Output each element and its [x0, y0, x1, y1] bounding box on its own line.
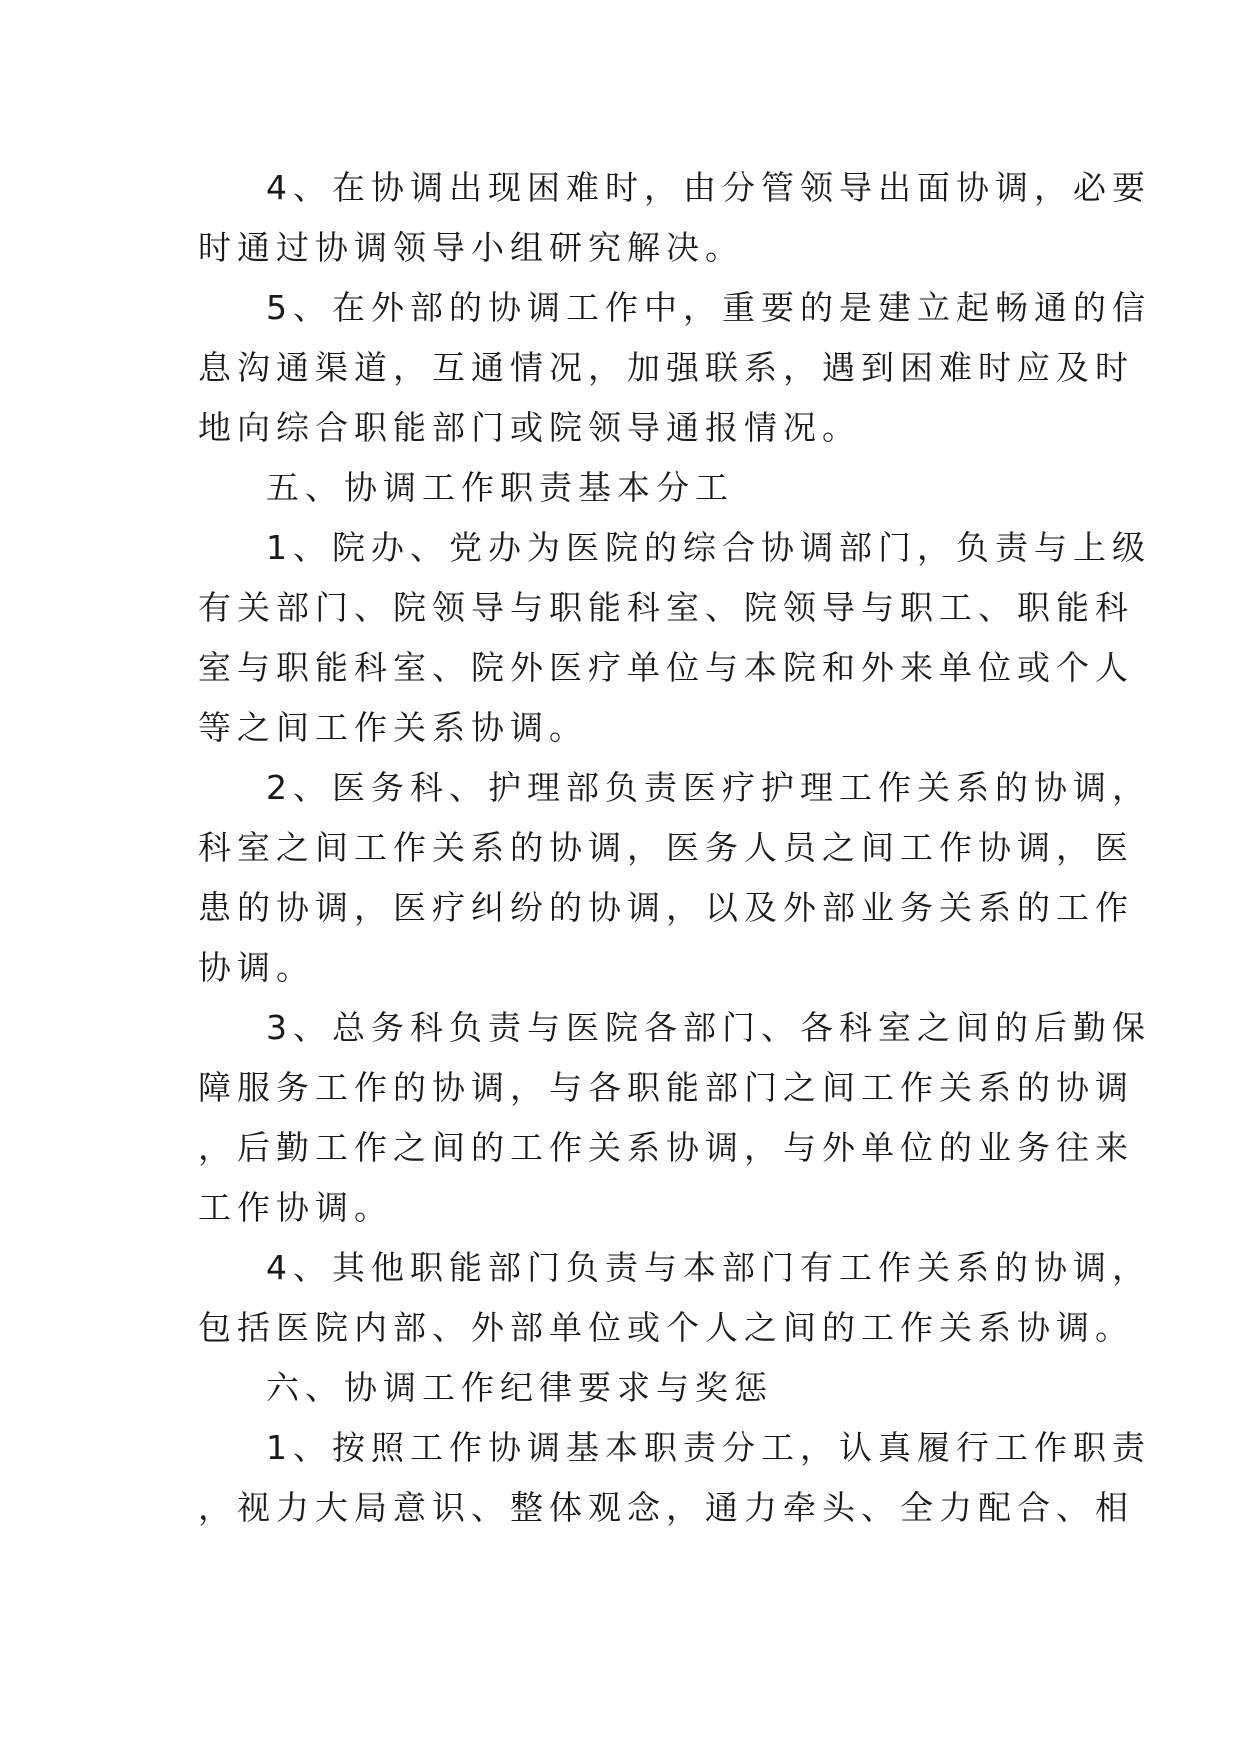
text-line: 协调。	[198, 948, 315, 987]
text-line: 1、按照工作协调基本职责分工，认真履行工作职责	[266, 1428, 1151, 1467]
text-line: 包括医院内部、外部单位或个人之间的工作关系协调。	[198, 1308, 1134, 1347]
text-line: 时通过协调领导小组研究解决。	[198, 228, 744, 267]
document-page	[198, 158, 1151, 1538]
text-line: ，视力大局意识、整体观念，通力牵头、全力配合、相	[198, 1488, 1134, 1527]
text-line: 科室之间工作关系的协调，医务人员之间工作协调，医	[198, 828, 1134, 867]
text-line: 5、在外部的协调工作中，重要的是建立起畅通的信	[266, 288, 1151, 327]
text-line: ，后勤工作之间的工作关系协调，与外单位的业务往来	[198, 1128, 1134, 1167]
text-line: 有关部门、院领导与职能科室、院领导与职工、职能科	[198, 588, 1134, 627]
text-line: 息沟通渠道，互通情况，加强联系，遇到困难时应及时	[198, 348, 1134, 387]
text-line: 4、在协调出现困难时，由分管领导出面协调，必要	[266, 168, 1151, 207]
text-line: 障服务工作的协调，与各职能部门之间工作关系的协调	[198, 1068, 1134, 1107]
section-heading: 五、协调工作职责基本分工	[266, 468, 734, 507]
text-line: 工作协调。	[198, 1188, 393, 1227]
section-heading: 六、协调工作纪律要求与奖惩	[266, 1368, 773, 1407]
text-line: 3、总务科负责与医院各部门、各科室之间的后勤保	[266, 1008, 1151, 1047]
text-line: 地向综合职能部门或院领导通报情况。	[198, 408, 861, 447]
text-line: 1、院办、党办为医院的综合协调部门，负责与上级	[266, 528, 1151, 567]
text-line: 等之间工作关系协调。	[198, 708, 588, 747]
text-line: 2、医务科、护理部负责医疗护理工作关系的协调，	[266, 768, 1151, 807]
text-line: 患的协调，医疗纠纷的协调，以及外部业务关系的工作	[198, 888, 1134, 927]
text-line: 室与职能科室、院外医疗单位与本院和外来单位或个人	[198, 648, 1134, 687]
text-line: 4、其他职能部门负责与本部门有工作关系的协调，	[266, 1248, 1151, 1287]
